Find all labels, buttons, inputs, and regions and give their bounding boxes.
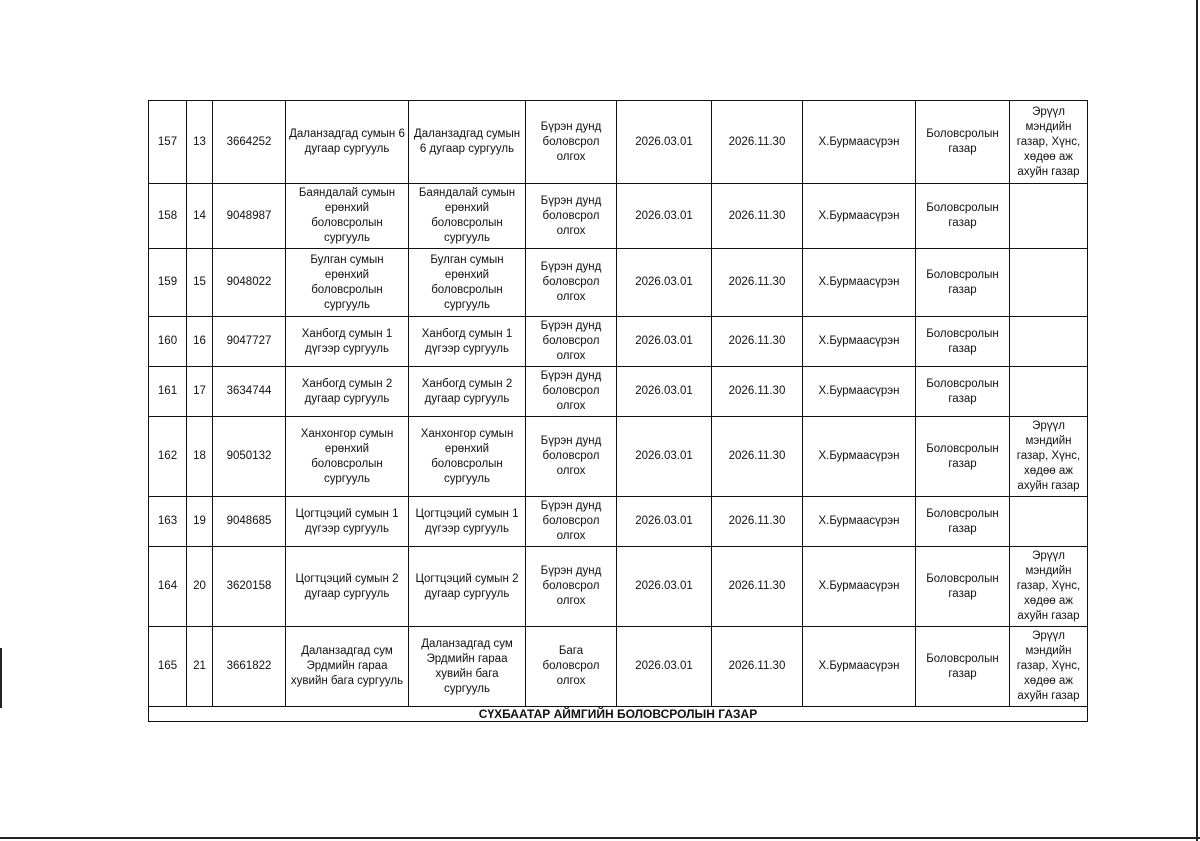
school-name: Даланзадгад сум Эрдмийн гараа хувийн бага сургууль (286, 627, 409, 707)
row-number: 162 (149, 417, 187, 497)
note (1010, 367, 1088, 417)
education-level: Бүрэн дунд боловсрол олгох (526, 101, 617, 184)
row-number: 159 (149, 249, 187, 317)
responsible-person: Х.Бурмаасүрэн (803, 497, 916, 547)
school-name: Ханхонгор сумын ерөнхий боловсролын сургууль (286, 417, 409, 497)
start-date: 2026.03.01 (617, 249, 712, 317)
education-level: Бүрэн дунд боловсрол олгох (526, 367, 617, 417)
school-name-2: Ханбогд сумын 1 дүгээр сургууль (409, 317, 526, 367)
school-name-2: Баяндалай сумын ерөнхий боловсролын сургууль (409, 184, 526, 249)
table-row (149, 497, 1088, 547)
register-code: 9047727 (213, 317, 286, 367)
end-date: 2026.11.30 (712, 184, 803, 249)
responsible-person: Х.Бурмаасүрэн (803, 249, 916, 317)
start-date: 2026.03.01 (617, 547, 712, 627)
school-name-2: Цогтцэций сумын 1 дүгээр сургууль (409, 497, 526, 547)
organization: Боловсролын газар (916, 417, 1010, 497)
school-name: Цогтцэций сумын 1 дүгээр сургууль (286, 497, 409, 547)
row-number: 165 (149, 627, 187, 707)
education-level: Бүрэн дунд боловсрол олгох (526, 184, 617, 249)
school-name-2: Булган сумын ерөнхий боловсролын сургууль (409, 249, 526, 317)
organization: Боловсролын газар (916, 367, 1010, 417)
row-number: 161 (149, 367, 187, 417)
education-level: Бага боловсрол олгох (526, 627, 617, 707)
row-number: 158 (149, 184, 187, 249)
school-name: Цогтцэций сумын 2 дугаар сургууль (286, 547, 409, 627)
note: Эрүүл мэндийн газар, Хүнс, хөдөө аж ахуйн газар (1010, 627, 1088, 707)
end-date: 2026.11.30 (712, 547, 803, 627)
end-date: 2026.11.30 (712, 417, 803, 497)
table-row (149, 367, 1088, 417)
school-name-2: Ханхонгор сумын ерөнхий боловсролын сургууль (409, 417, 526, 497)
table-row (149, 317, 1088, 367)
note: Эрүүл мэндийн газар, Хүнс, хөдөө аж ахуйн газар (1010, 417, 1088, 497)
scan-edge-bottom (0, 837, 1200, 839)
education-level: Бүрэн дунд боловсрол олгох (526, 249, 617, 317)
section-footer-row (149, 707, 1088, 722)
start-date: 2026.03.01 (617, 367, 712, 417)
end-date: 2026.11.30 (712, 101, 803, 184)
end-date: 2026.11.30 (712, 249, 803, 317)
note: Эрүүл мэндийн газар, Хүнс, хөдөө аж ахуйн газар (1010, 547, 1088, 627)
responsible-person: Х.Бурмаасүрэн (803, 417, 916, 497)
register-code: 9050132 (213, 417, 286, 497)
responsible-person: Х.Бурмаасүрэн (803, 627, 916, 707)
row-number: 157 (149, 101, 187, 184)
school-name: Даланзадгад сумын 6 дугаар сургууль (286, 101, 409, 184)
note (1010, 317, 1088, 367)
table-row (149, 101, 1088, 184)
sub-number: 21 (187, 627, 213, 707)
sub-number: 20 (187, 547, 213, 627)
start-date: 2026.03.01 (617, 417, 712, 497)
school-name: Ханбогд сумын 2 дугаар сургууль (286, 367, 409, 417)
registry-table (148, 100, 1088, 722)
start-date: 2026.03.01 (617, 627, 712, 707)
start-date: 2026.03.01 (617, 497, 712, 547)
education-level: Бүрэн дунд боловсрол олгох (526, 497, 617, 547)
register-code: 9048685 (213, 497, 286, 547)
school-name: Ханбогд сумын 1 дүгээр сургууль (286, 317, 409, 367)
responsible-person: Х.Бурмаасүрэн (803, 184, 916, 249)
responsible-person: Х.Бурмаасүрэн (803, 547, 916, 627)
education-level: Бүрэн дунд боловсрол олгох (526, 547, 617, 627)
note (1010, 497, 1088, 547)
organization: Боловсролын газар (916, 249, 1010, 317)
end-date: 2026.11.30 (712, 497, 803, 547)
school-name-2: Цогтцэций сумын 2 дугаар сургууль (409, 547, 526, 627)
organization: Боловсролын газар (916, 547, 1010, 627)
school-name-2: Ханбогд сумын 2 дугаар сургууль (409, 367, 526, 417)
start-date: 2026.03.01 (617, 317, 712, 367)
organization: Боловсролын газар (916, 184, 1010, 249)
sub-number: 15 (187, 249, 213, 317)
end-date: 2026.11.30 (712, 627, 803, 707)
start-date: 2026.03.01 (617, 184, 712, 249)
responsible-person: Х.Бурмаасүрэн (803, 317, 916, 367)
sub-number: 17 (187, 367, 213, 417)
row-number: 163 (149, 497, 187, 547)
education-level: Бүрэн дунд боловсрол олгох (526, 317, 617, 367)
end-date: 2026.11.30 (712, 367, 803, 417)
organization: Боловсролын газар (916, 101, 1010, 184)
school-name: Баяндалай сумын ерөнхий боловсролын сургууль (286, 184, 409, 249)
table-row (149, 184, 1088, 249)
row-number: 160 (149, 317, 187, 367)
register-code: 3620158 (213, 547, 286, 627)
table-row (149, 417, 1088, 497)
table-row (149, 547, 1088, 627)
school-name-2: Даланзадгад сумын 6 дугаар сургууль (409, 101, 526, 184)
register-code: 3664252 (213, 101, 286, 184)
note (1010, 184, 1088, 249)
responsible-person: Х.Бурмаасүрэн (803, 101, 916, 184)
table-row (149, 627, 1088, 707)
organization: Боловсролын газар (916, 627, 1010, 707)
sub-number: 16 (187, 317, 213, 367)
note (1010, 249, 1088, 317)
sub-number: 18 (187, 417, 213, 497)
register-code: 9048987 (213, 184, 286, 249)
sub-number: 14 (187, 184, 213, 249)
responsible-person: Х.Бурмаасүрэн (803, 367, 916, 417)
register-code: 3661822 (213, 627, 286, 707)
school-name-2: Даланзадгад сум Эрдмийн гараа хувийн бага сургууль (409, 627, 526, 707)
start-date: 2026.03.01 (617, 101, 712, 184)
table-row (149, 249, 1088, 317)
organization: Боловсролын газар (916, 317, 1010, 367)
scan-edge-left-mark (0, 648, 2, 708)
note: Эрүүл мэндийн газар, Хүнс, хөдөө аж ахуйн газар (1010, 101, 1088, 184)
end-date: 2026.11.30 (712, 317, 803, 367)
register-code: 9048022 (213, 249, 286, 317)
section-footer-title: СҮХБААТАР АЙМГИЙН БОЛОВСРОЛЫН ГАЗАР (149, 707, 1088, 722)
organization: Боловсролын газар (916, 497, 1010, 547)
row-number: 164 (149, 547, 187, 627)
scan-edge-right (1196, 0, 1198, 841)
sub-number: 19 (187, 497, 213, 547)
sub-number: 13 (187, 101, 213, 184)
education-level: Бүрэн дунд боловсрол олгох (526, 417, 617, 497)
school-name: Булган сумын ерөнхий боловсролын сургууль (286, 249, 409, 317)
register-code: 3634744 (213, 367, 286, 417)
